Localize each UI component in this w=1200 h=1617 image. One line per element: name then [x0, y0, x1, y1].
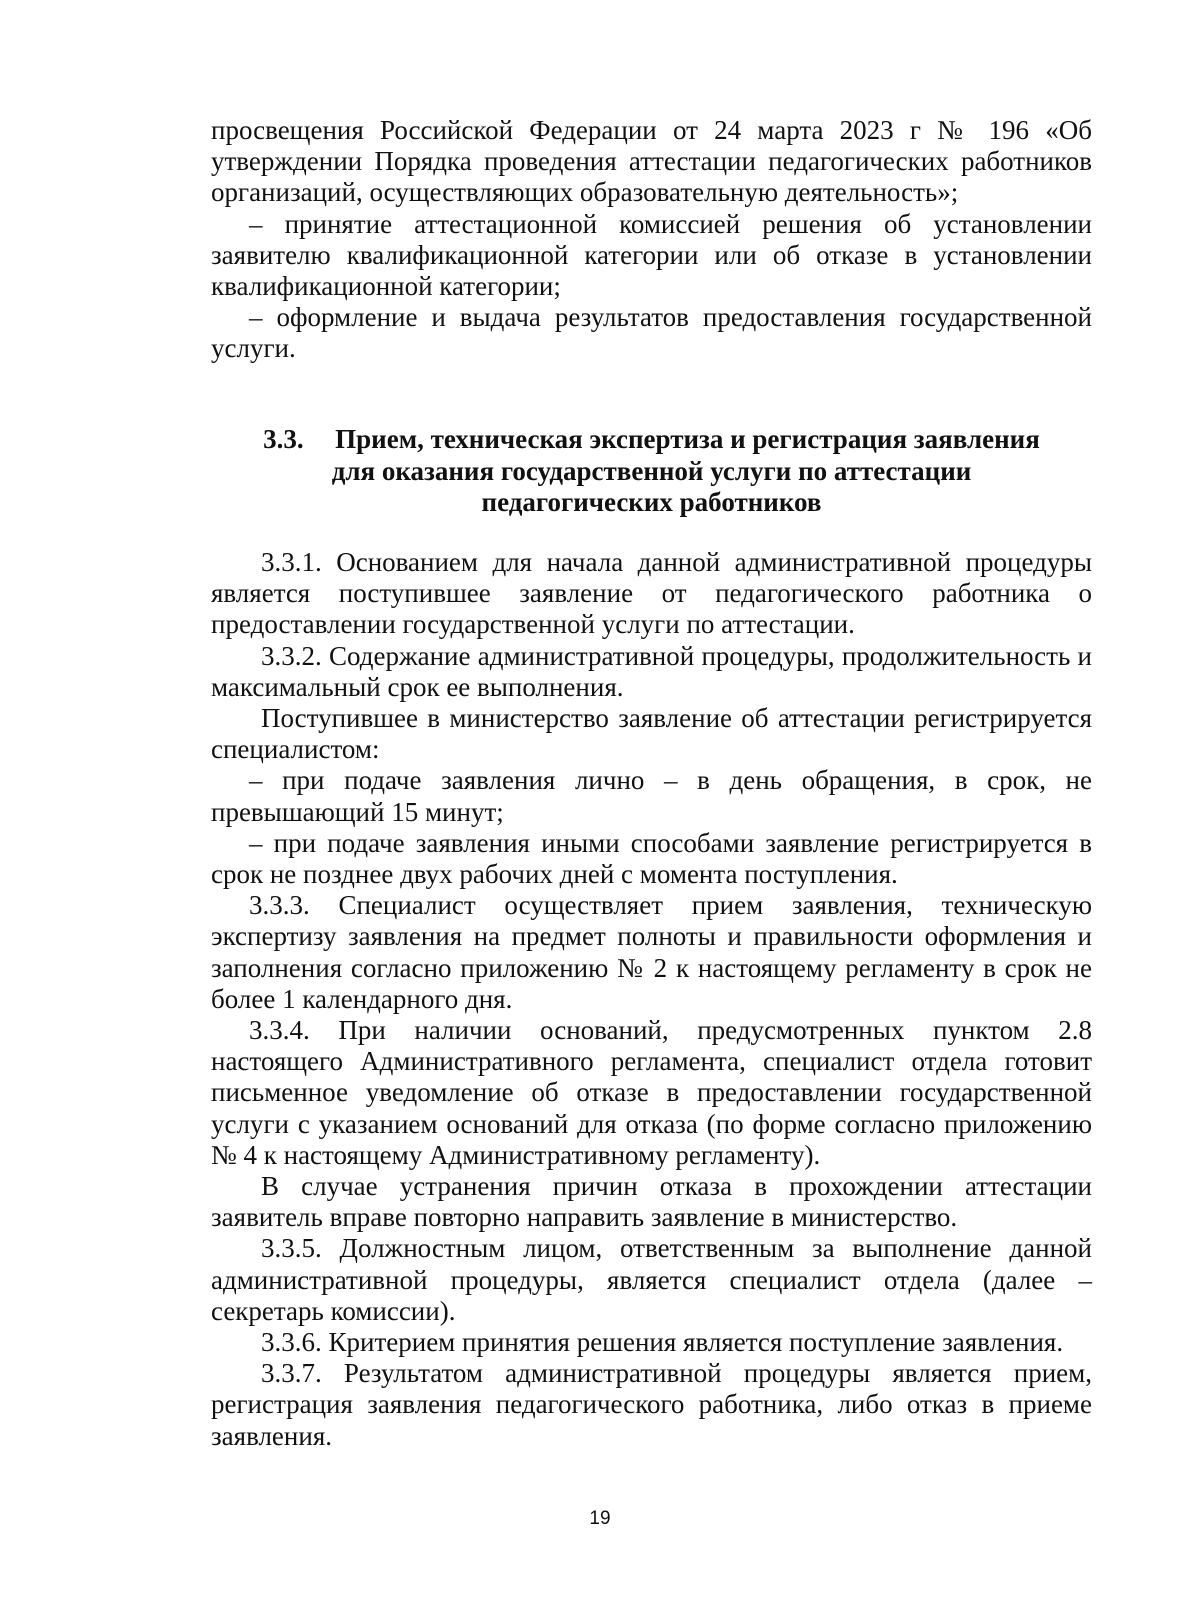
paragraph: Поступившее в министерство заявление об аттестации регистрируется специалистом:: [211, 703, 1092, 765]
list-item: – при подаче заявления иными способами заявление регистрируется в срок не позднее двух рабочих дней с момента поступления.: [211, 827, 1092, 890]
paragraph: – принятие аттестационной комиссией решения об установлении заявителю квалификационной категории или об отказе в установлении квалификационной категории;: [211, 208, 1092, 302]
section-title-line: для оказания государственной услуги по аттестации: [331, 455, 972, 486]
section-heading-line-1: [211, 424, 1092, 456]
paragraph-3-3-2: 3.3.2. Содержание административной процедуры, продолжительность и максимальный срок ее выполнения.: [211, 640, 1092, 702]
paragraph-3-3-7: 3.3.7. Результатом административной процедуры является прием, регистрация заявления педагогического работника, либо отказ в приеме заявления.: [211, 1358, 1092, 1451]
paragraph: – оформление и выдача результатов предоставления государственной услуги.: [211, 302, 1092, 364]
section-title-line: Прием, техническая экспертиза и регистрация заявления: [335, 424, 1040, 454]
paragraph-3-3-1: 3.3.1. Основанием для начала данной административной процедуры является поступившее заявление от педагогического работника о предоставлении государственной услуги по аттестации.: [211, 547, 1092, 640]
paragraph-3-3-6: 3.3.6. Критерием принятия решения является поступление заявления.: [261, 1327, 1064, 1358]
paragraph-3-3-5: 3.3.5. Должностным лицом, ответственным за выполнение данной административной процедуры, является специалист отдела (далее – секретарь комиссии).: [211, 1233, 1092, 1326]
main-text-block: [211, 547, 1092, 1452]
paragraph-3-3-3: 3.3.3. Специалист осуществляет прием заявления, техническую экспертизу заявления на предмет полноты и правильности оформления и заполнения согласно приложению № 2 к настоящему регламенту в срок не более 1 календарного дня.: [211, 890, 1092, 1014]
section-title-line: педагогических работников: [481, 487, 822, 517]
page-number: 19: [589, 1508, 611, 1529]
top-text-block: [211, 115, 1092, 365]
paragraph: В случае устранения причин отказа в прохождении аттестации заявитель вправе повторно направить заявление в министерство.: [211, 1171, 1092, 1233]
section-number: 3.3.: [263, 424, 304, 454]
list-item: – при подаче заявления лично – в день обращения, в срок, не превышающий 15 минут;: [211, 765, 1092, 827]
section-heading: [211, 424, 1092, 519]
paragraph: просвещения Российской Федерации от 24 марта 2023 г № 196 «Об утверждении Порядка проведения аттестации педагогических работников организаций, осуществляющих образовательную деятельность»;: [211, 115, 1092, 208]
paragraph-3-3-4: 3.3.4. При наличии оснований, предусмотренных пунктом 2.8 настоящего Административного регламента, специалист отдела готовит письменное уведомление об отказе в предоставлении государственной услуги с указанием оснований для отказа (по форме согласно приложению № 4 к настоящему Административному регламенту).: [211, 1015, 1092, 1170]
